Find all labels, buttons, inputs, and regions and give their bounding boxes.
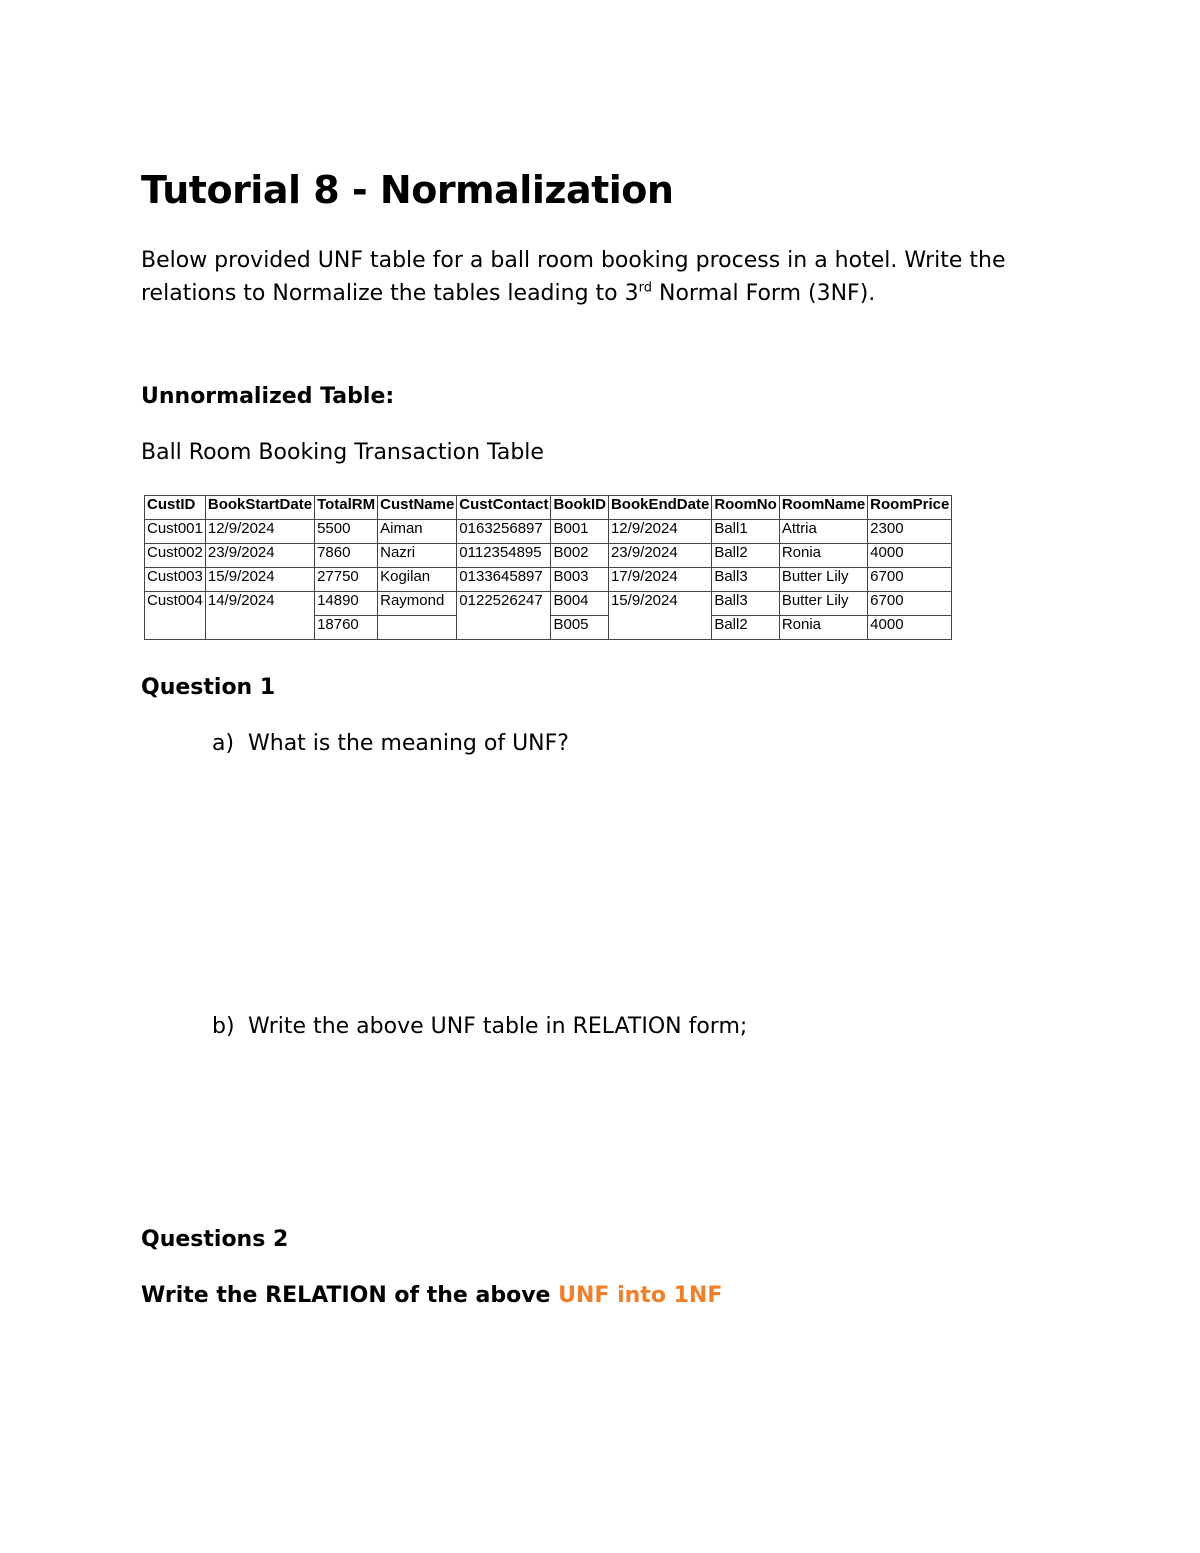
table-cell bbox=[378, 616, 457, 640]
table-cell: B005 bbox=[551, 616, 609, 640]
table-cell: 5500 bbox=[315, 520, 378, 544]
table-cell: 6700 bbox=[868, 568, 952, 592]
unnormalized-heading: Unnormalized Table: bbox=[141, 384, 395, 409]
question-2-heading: Questions 2 bbox=[141, 1227, 289, 1252]
table-cell: 15/9/2024 bbox=[205, 568, 314, 592]
table-row bbox=[145, 568, 952, 592]
table-cell: Cust001 bbox=[145, 520, 206, 544]
column-header: BookEndDate bbox=[608, 496, 711, 520]
table-cell: 4000 bbox=[868, 616, 952, 640]
column-header: RoomNo bbox=[712, 496, 780, 520]
question-1b-label: b) bbox=[212, 1014, 235, 1039]
table-cell: Ball1 bbox=[712, 520, 780, 544]
table-cell: Butter Lily bbox=[779, 592, 867, 616]
table-cell: Aiman bbox=[378, 520, 457, 544]
table-cell: Cust002 bbox=[145, 544, 206, 568]
column-header: CustName bbox=[378, 496, 457, 520]
table-cell: Attria bbox=[779, 520, 867, 544]
table-cell: 2300 bbox=[868, 520, 952, 544]
table-cell: 12/9/2024 bbox=[608, 520, 711, 544]
table-cell: B004 bbox=[551, 592, 609, 616]
table-cell: 0112354895 bbox=[457, 544, 551, 568]
question-2-instruction bbox=[141, 1283, 722, 1308]
table-cell: B002 bbox=[551, 544, 609, 568]
intro-paragraph bbox=[141, 244, 1061, 310]
page-title: Tutorial 8 - Normalization bbox=[141, 168, 674, 212]
unf-table bbox=[144, 495, 952, 640]
table-cell: 23/9/2024 bbox=[205, 544, 314, 568]
table-row bbox=[145, 616, 952, 640]
table-cell: 4000 bbox=[868, 544, 952, 568]
table-cell: 0133645897 bbox=[457, 568, 551, 592]
table-cell: 23/9/2024 bbox=[608, 544, 711, 568]
table-cell: Cust003 bbox=[145, 568, 206, 592]
column-header: RoomName bbox=[779, 496, 867, 520]
table-cell: 15/9/2024 bbox=[608, 592, 711, 616]
column-header: CustID bbox=[145, 496, 206, 520]
table-cell: Ronia bbox=[779, 616, 867, 640]
table-cell: Ronia bbox=[779, 544, 867, 568]
table-cell bbox=[608, 616, 711, 640]
column-header: BookID bbox=[551, 496, 609, 520]
table-cell bbox=[205, 616, 314, 640]
table-cell: Ball3 bbox=[712, 592, 780, 616]
column-header: RoomPrice bbox=[868, 496, 952, 520]
table-cell: 17/9/2024 bbox=[608, 568, 711, 592]
question-1-heading: Question 1 bbox=[141, 675, 276, 700]
table-row bbox=[145, 520, 952, 544]
intro-line-2: relations to Normalize the tables leading to 3 bbox=[141, 281, 639, 306]
column-header: CustContact bbox=[457, 496, 551, 520]
table-cell bbox=[457, 616, 551, 640]
table-cell bbox=[145, 616, 206, 640]
table-cell: Ball2 bbox=[712, 616, 780, 640]
table-cell: 6700 bbox=[868, 592, 952, 616]
table-cell: Ball3 bbox=[712, 568, 780, 592]
question-2-instruction-text: Write the RELATION of the above bbox=[141, 1283, 559, 1308]
table-caption: Ball Room Booking Transaction Table bbox=[141, 440, 544, 465]
question-2-instruction-highlight: UNF into 1NF bbox=[558, 1283, 723, 1308]
table-cell: Nazri bbox=[378, 544, 457, 568]
table-cell: 7860 bbox=[315, 544, 378, 568]
table-cell: Cust004 bbox=[145, 592, 206, 616]
table-header-row bbox=[145, 496, 952, 520]
column-header: TotalRM bbox=[315, 496, 378, 520]
question-1b bbox=[212, 1014, 747, 1039]
ordinal-superscript: rd bbox=[638, 280, 652, 296]
table-cell: Butter Lily bbox=[779, 568, 867, 592]
intro-line-1: Below provided UNF table for a ball room booking process in a hotel. Write the bbox=[141, 248, 1006, 273]
table-cell: Ball2 bbox=[712, 544, 780, 568]
table-cell: Raymond bbox=[378, 592, 457, 616]
column-header: BookStartDate bbox=[205, 496, 314, 520]
table-cell: 14890 bbox=[315, 592, 378, 616]
table-row bbox=[145, 544, 952, 568]
table-cell: 0122526247 bbox=[457, 592, 551, 616]
table-cell: 12/9/2024 bbox=[205, 520, 314, 544]
table-row bbox=[145, 592, 952, 616]
table-cell: 0163256897 bbox=[457, 520, 551, 544]
table-cell: 27750 bbox=[315, 568, 378, 592]
intro-line-2-end: Normal Form (3NF). bbox=[652, 281, 876, 306]
question-1a-label: a) bbox=[212, 731, 235, 756]
table-cell: 14/9/2024 bbox=[205, 592, 314, 616]
question-1a bbox=[212, 731, 569, 756]
question-1b-text: Write the above UNF table in RELATION form; bbox=[248, 1014, 748, 1039]
table-cell: Kogilan bbox=[378, 568, 457, 592]
question-1a-text: What is the meaning of UNF? bbox=[248, 731, 569, 756]
table-cell: B001 bbox=[551, 520, 609, 544]
table-cell: 18760 bbox=[315, 616, 378, 640]
table-cell: B003 bbox=[551, 568, 609, 592]
